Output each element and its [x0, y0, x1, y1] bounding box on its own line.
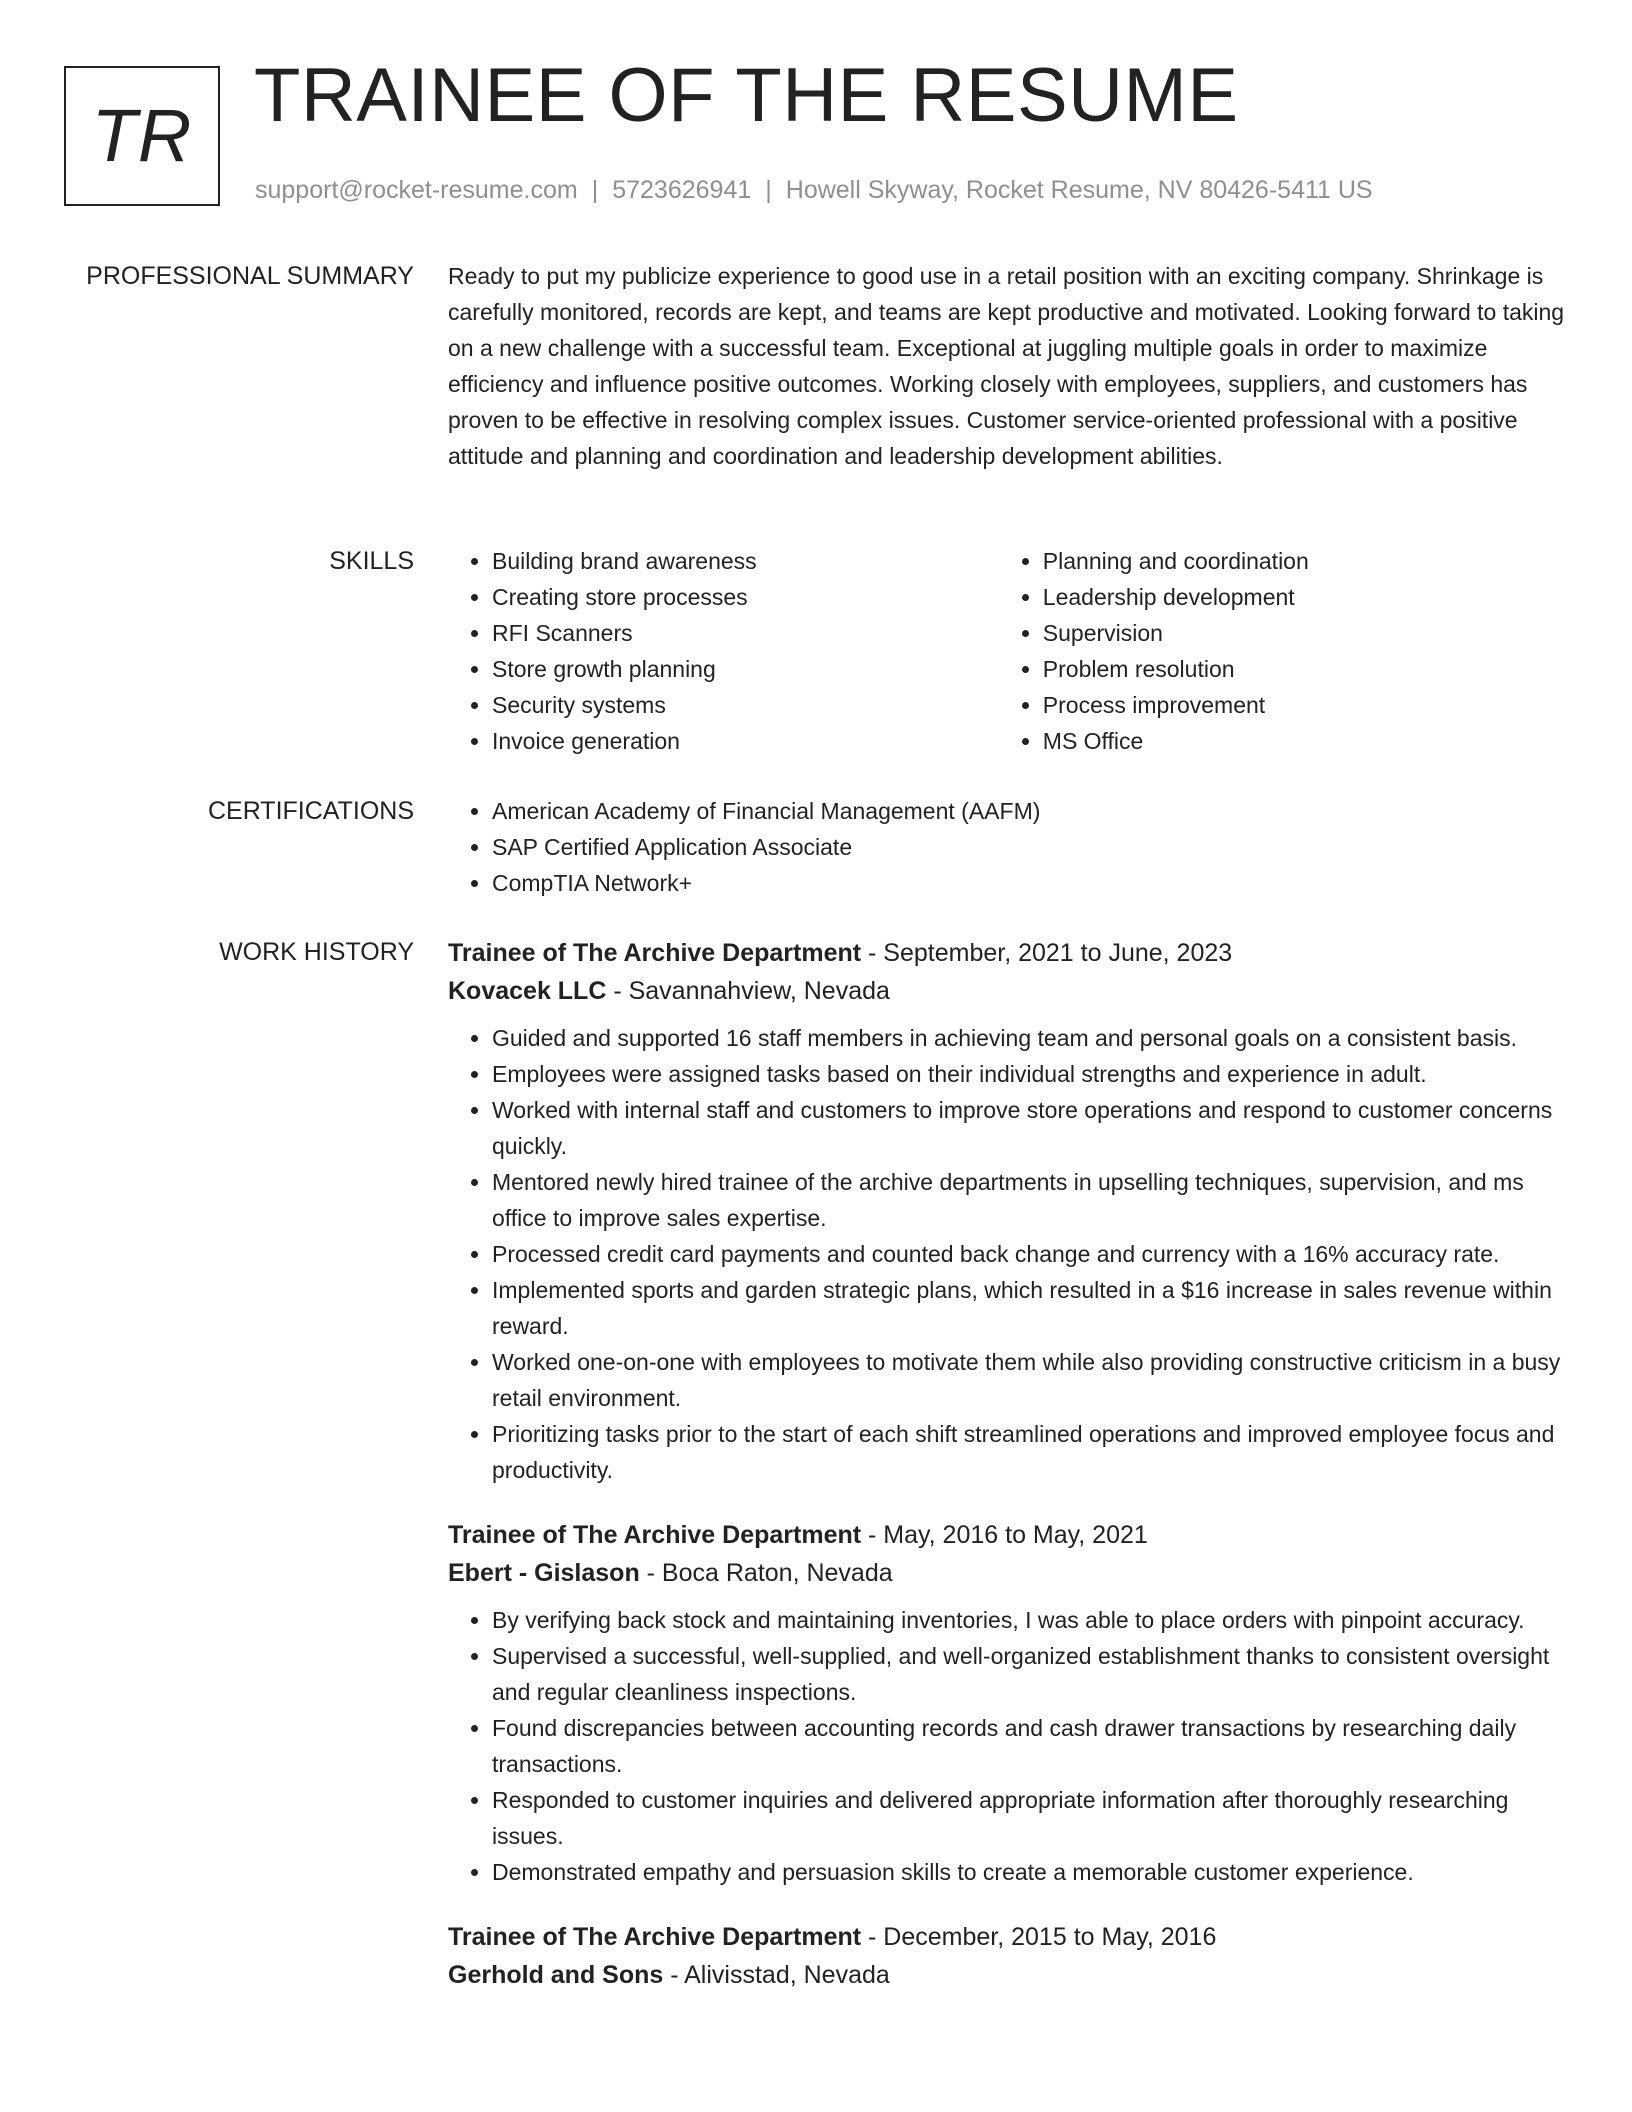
work-history-body — [448, 934, 1568, 2022]
skill-item: • Store growth planning — [492, 651, 999, 687]
contact-separator: | — [591, 176, 599, 204]
skills-body — [448, 543, 1568, 759]
monogram-initials: TR — [91, 94, 193, 177]
contact-separator: | — [765, 176, 772, 204]
job-bullet: • Implemented sports and garden strategic plans, which resulted in a $16 increase in sales revenue within reward. — [492, 1272, 1568, 1344]
work-history-heading: WORK HISTORY — [219, 938, 414, 966]
job-title: Trainee of The Archive Department — [448, 1923, 862, 1951]
skill-item: • Process improvement — [1043, 687, 1568, 723]
job-bullet: • Worked one-on-one with employees to motivate them while also providing constructive criticism in a busy retail environment. — [492, 1344, 1568, 1416]
skills-heading: SKILLS — [329, 547, 414, 575]
monogram-box — [64, 66, 220, 206]
job-company: Kovacek LLC — [448, 977, 607, 1005]
summary-body — [448, 258, 1568, 474]
job-bullet: • By verifying back stock and maintaining inventories, I was able to place orders with pinpoint accuracy. — [492, 1602, 1568, 1638]
job-entry — [448, 1516, 1568, 1890]
skill-item: • Security systems — [492, 687, 999, 723]
skill-item: • Planning and coordination — [1043, 543, 1568, 579]
job-location: - Boca Raton, Nevada — [639, 1559, 893, 1587]
summary-heading: PROFESSIONAL SUMMARY — [86, 262, 414, 290]
skill-item: • RFI Scanners — [492, 615, 999, 651]
job-company: Gerhold and Sons — [448, 1961, 664, 1989]
certifications-heading: CERTIFICATIONS — [207, 797, 414, 825]
summary-text: Ready to put my publicize experience to good use in a retail position with an exciting company. Shrinkage is carefully monitored, records are kept, and teams are kept productive and motivated. Looking forward to taking on a new challenge with a successful team. Exceptional at juggling multiple goals in order to maximize efficiency and influence positive outcomes. Working closely with employees, suppliers, and customers has proven to be effective in resolving complex issues. Customer service-oriented professional with a positive attitude and planning and coordination and leadership development abilities. — [448, 263, 1565, 469]
skills-column-left — [448, 543, 999, 759]
job-bullets — [448, 1602, 1568, 1890]
certifications-body — [448, 793, 1568, 901]
job-bullet: • Prioritizing tasks prior to the start of each shift streamlined operations and improved employee focus and productivity. — [492, 1416, 1568, 1488]
contact-address: Howell Skyway, Rocket Resume, NV 80426-5411 US — [785, 176, 1373, 204]
certifications-list — [448, 793, 1568, 901]
job-title: Trainee of The Archive Department — [448, 1521, 862, 1549]
skills-column-right — [999, 543, 1568, 759]
job-bullets — [448, 1020, 1568, 1488]
job-bullet: • Found discrepancies between accounting records and cash drawer transactions by researching daily transactions. — [492, 1710, 1568, 1782]
job-bullet: • Supervised a successful, well-supplied, and well-organized establishment thanks to consistent oversight and regular cleanliness inspections. — [492, 1638, 1568, 1710]
job-title-line — [448, 934, 1568, 972]
job-dates: - September, 2021 to June, 2023 — [861, 939, 1233, 967]
job-dates: - May, 2016 to May, 2021 — [861, 1521, 1148, 1549]
skill-item: • Building brand awareness — [492, 543, 999, 579]
skill-item: • Problem resolution — [1043, 651, 1568, 687]
job-bullet: • Guided and supported 16 staff members in achieving team and personal goals on a consistent basis. — [492, 1020, 1568, 1056]
job-title-line — [448, 1516, 1568, 1554]
job-entry — [448, 934, 1568, 1488]
certification-item: • SAP Certified Application Associate — [492, 829, 1568, 865]
job-location: - Alivisstad, Nevada — [663, 1961, 890, 1989]
job-bullet: • Mentored newly hired trainee of the archive departments in upselling techniques, supervision, and ms office to improve sales expertise. — [492, 1164, 1568, 1236]
job-company: Ebert - Gislason — [448, 1559, 640, 1587]
certification-item: • CompTIA Network+ — [492, 865, 1568, 901]
contact-line — [255, 176, 1373, 205]
candidate-name: TRAINEE OF THE RESUME — [254, 53, 1239, 138]
contact-phone: 5723626941 — [612, 176, 752, 204]
job-bullet: • Employees were assigned tasks based on their individual strengths and experience in adult. — [492, 1056, 1568, 1092]
skill-item: • Invoice generation — [492, 723, 999, 759]
job-bullet: • Worked with internal staff and customers to improve store operations and respond to customer concerns quickly. — [492, 1092, 1568, 1164]
job-bullet: • Processed credit card payments and counted back change and currency with a 16% accuracy rate. — [492, 1236, 1568, 1272]
job-company-line — [448, 972, 1568, 1010]
job-company-line — [448, 1956, 1568, 1994]
skill-item: • Creating store processes — [492, 579, 999, 615]
job-entry — [448, 1918, 1568, 1994]
certification-item: • American Academy of Financial Management (AAFM) — [492, 793, 1568, 829]
contact-email: support@rocket-resume.com — [255, 176, 578, 204]
job-title: Trainee of The Archive Department — [448, 939, 862, 967]
skill-item: • MS Office — [1043, 723, 1568, 759]
job-location: - Savannahview, Nevada — [606, 977, 890, 1005]
skill-item: • Supervision — [1043, 615, 1568, 651]
job-title-line — [448, 1918, 1568, 1956]
job-dates: - December, 2015 to May, 2016 — [861, 1923, 1217, 1951]
skill-item: • Leadership development — [1043, 579, 1568, 615]
job-bullet: • Responded to customer inquiries and delivered appropriate information after thoroughly researching issues. — [492, 1782, 1568, 1854]
job-company-line — [448, 1554, 1568, 1592]
job-bullet: • Demonstrated empathy and persuasion skills to create a memorable customer experience. — [492, 1854, 1568, 1890]
